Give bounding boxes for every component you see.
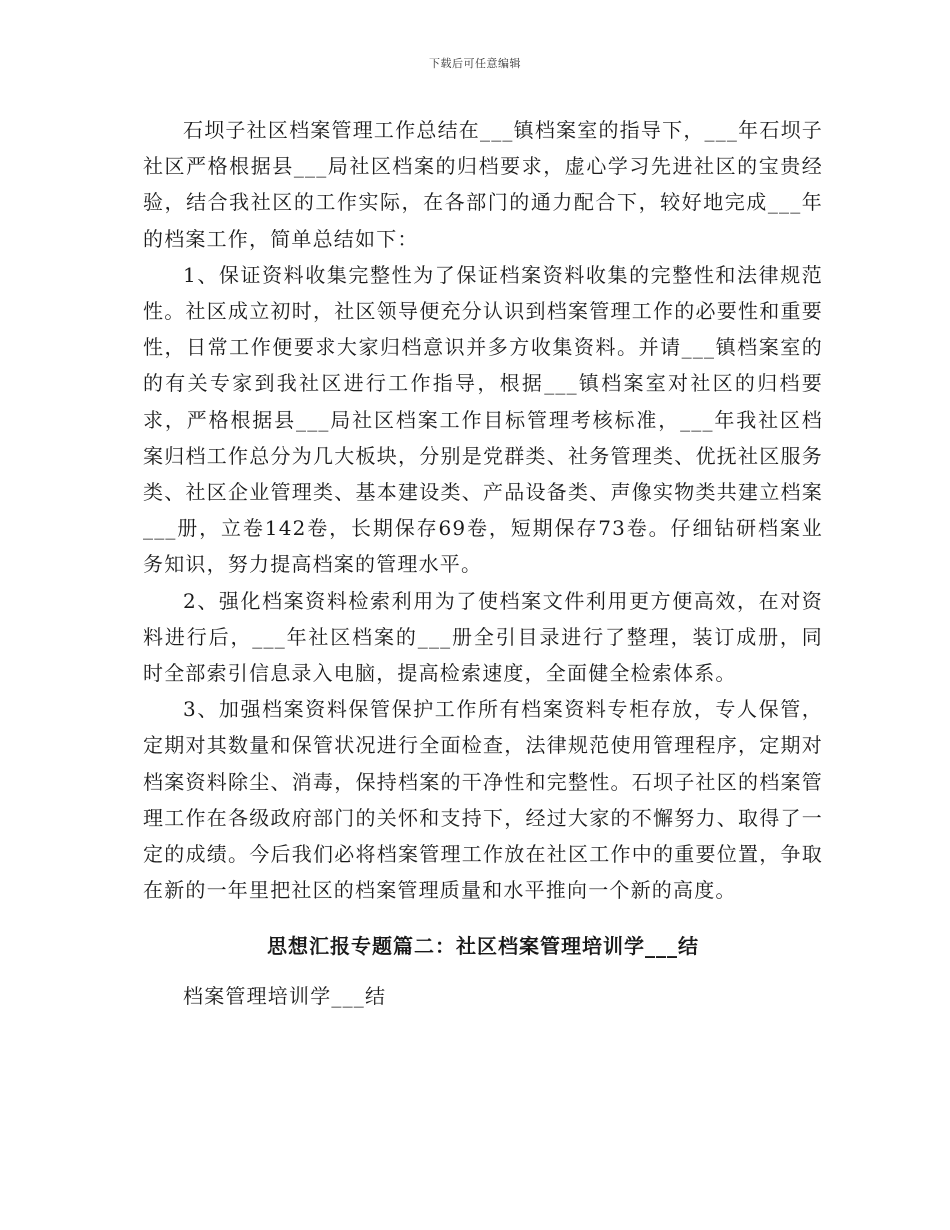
header-note: 下载后可任意编辑: [429, 57, 521, 70]
section-title: 思想汇报专题篇二：社区档案管理培训学___结: [267, 934, 699, 959]
paragraph-item-3: 3、加强档案资料保管保护工作所有档案资料专柜存放，专人保管，定期对其数量和保管状况进行全面检查，法律规范使用管理程序，定期对档案资料除尘、消毒，保持档案的干净性和完整性。石坝子社区的档案管理工作在各级政府部门的关怀和支持下，经过大家的不懈努力、取得了一定的成绩。今后我们必将档案管理工作放在社区工作中的重要位置，争取在新的一年里把社区的档案管理质量和水平推向一个新的高度。: [143, 697, 823, 903]
paragraph-intro: 石坝子社区档案管理工作总结在___镇档案室的指导下，___年石坝子社区严格根据县___局社区档案的归档要求，虚心学习先进社区的宝贵经验，结合我社区的工作实际，在各部门的通力配合下，较好地完成___年的档案工作，简单总结如下：: [143, 118, 823, 251]
paragraph-item-1: 1、保证资料收集完整性为了保证档案资料收集的完整性和法律规范性。社区成立初时，社区领导便充分认识到档案管理工作的必要性和重要性，日常工作便要求大家归档意识并多方收集资料。并请___镇档案室的的有关专家到我社区进行工作指导，根据___镇档案室对社区的归档要求，严格根据县___局社区档案工作目标管理考核标准，___年我社区档案归档工作总分为几大板块，分别是党群类、社务管理类、优抚社区服务类、社区企业管理类、基本建设类、产品设备类、声像实物类共建立档案___册，立卷142卷，长期保存69卷，短期保存73卷。仔细钻研档案业务知识，努力提高档案的管理水平。: [143, 262, 823, 577]
document-body: [143, 112, 823, 1014]
paragraph-item-2: 2、强化档案资料检索利用为了使档案文件利用更方便高效，在对资料进行后，___年社区档案的___册全引目录进行了整理，装订成册，同时全部索引信息录入电脑，提高检索速度，全面健全检索体系。: [143, 588, 823, 686]
sub-heading: 档案管理培训学___结: [183, 984, 387, 1009]
